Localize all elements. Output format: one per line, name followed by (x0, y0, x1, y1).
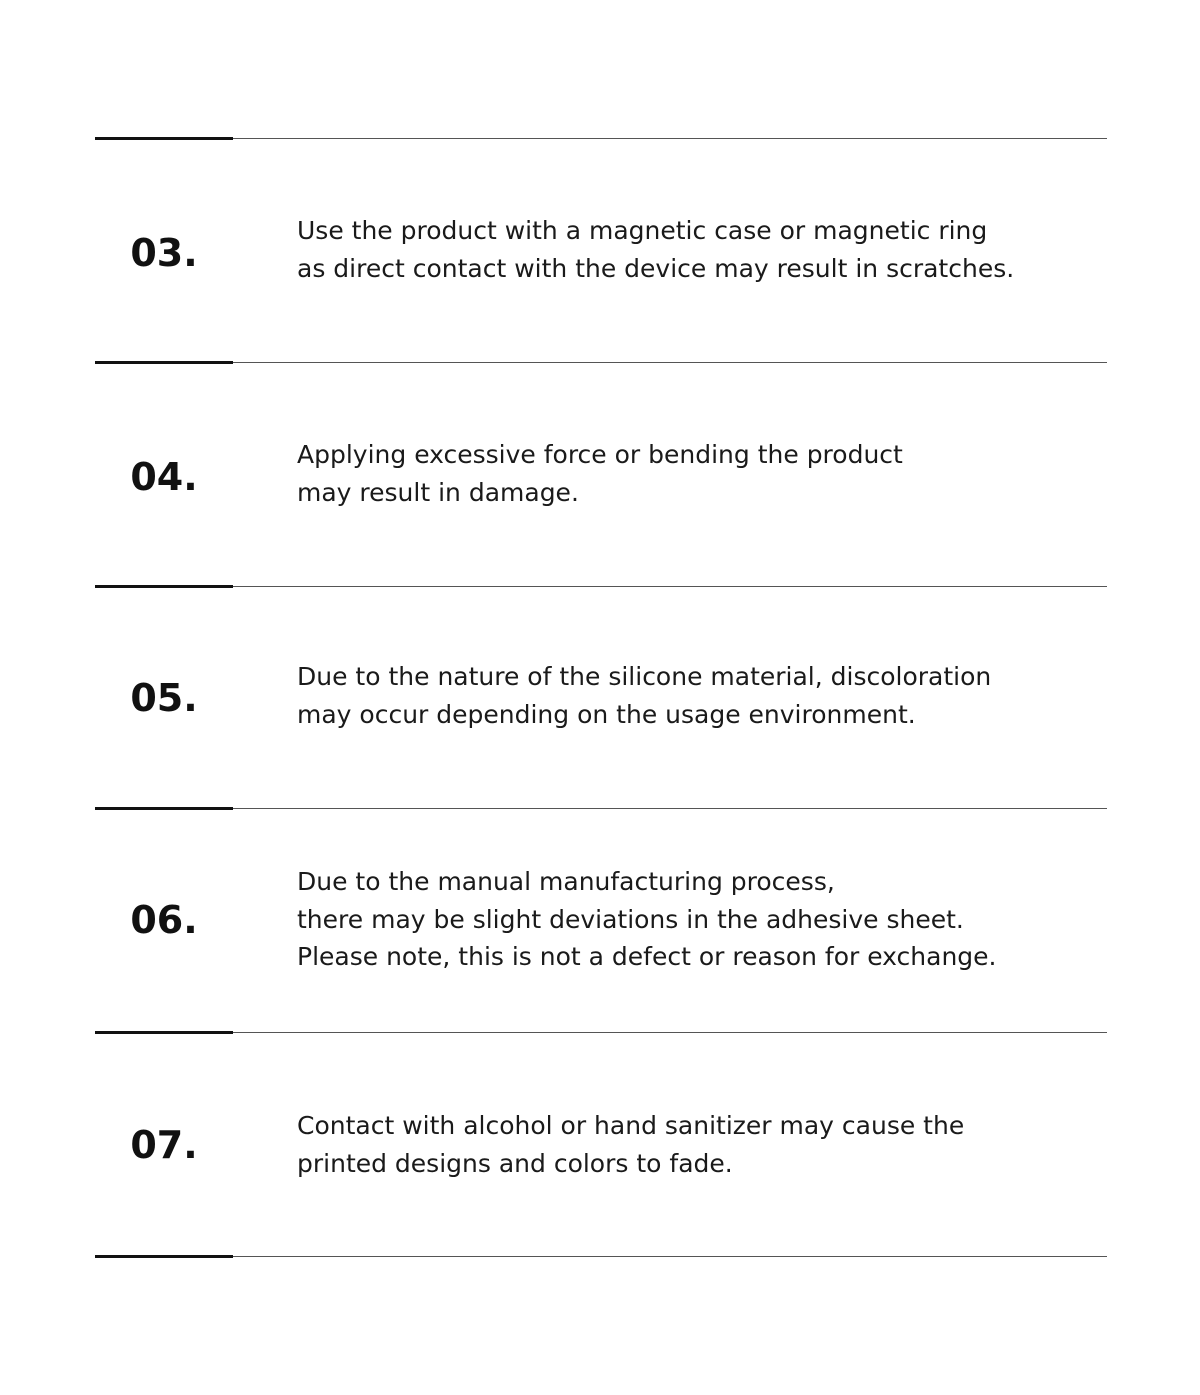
divider-accent (95, 1031, 233, 1034)
notice-number: 03. (130, 231, 198, 275)
notice-number: 06. (130, 898, 198, 942)
divider (95, 1032, 1107, 1033)
divider (95, 1256, 1107, 1257)
notice-text (297, 863, 1097, 976)
notice-number: 07. (130, 1123, 198, 1167)
notice-text (297, 658, 1097, 733)
notice-text-line: Use the product with a magnetic case or magnetic ring (297, 216, 988, 245)
notice-text (297, 436, 1097, 511)
notice-text-line: may occur depending on the usage environment. (297, 699, 916, 729)
divider-accent (95, 585, 233, 588)
divider (95, 138, 1107, 139)
notice-text-line: as direct contact with the device may result in scratches. (297, 253, 1015, 283)
notice-text-line: there may be slight deviations in the adhesive sheet. (297, 904, 964, 934)
notice-text-line: Applying excessive force or bending the product (297, 440, 903, 469)
divider (95, 362, 1107, 363)
notice-text (297, 1107, 1097, 1182)
notice-text-line: Please note, this is not a defect or reason for exchange. (297, 942, 997, 971)
divider (95, 808, 1107, 809)
notice-text-line: Contact with alcohol or hand sanitizer may cause the (297, 1111, 965, 1140)
notice-text-line: Due to the nature of the silicone material, discoloration (297, 662, 992, 691)
divider-accent (95, 137, 233, 140)
notice-text-line: Due to the manual manufacturing process, (297, 867, 835, 896)
notice-number: 04. (130, 455, 198, 499)
notice-text-line: may result in damage. (297, 477, 579, 507)
notice-list (95, 0, 1107, 1395)
notice-text (297, 212, 1097, 287)
divider-accent (95, 361, 233, 364)
divider-accent (95, 1255, 233, 1258)
notice-number: 05. (130, 676, 198, 720)
notice-text-line: printed designs and colors to fade. (297, 1148, 733, 1178)
divider (95, 586, 1107, 587)
divider-accent (95, 807, 233, 810)
